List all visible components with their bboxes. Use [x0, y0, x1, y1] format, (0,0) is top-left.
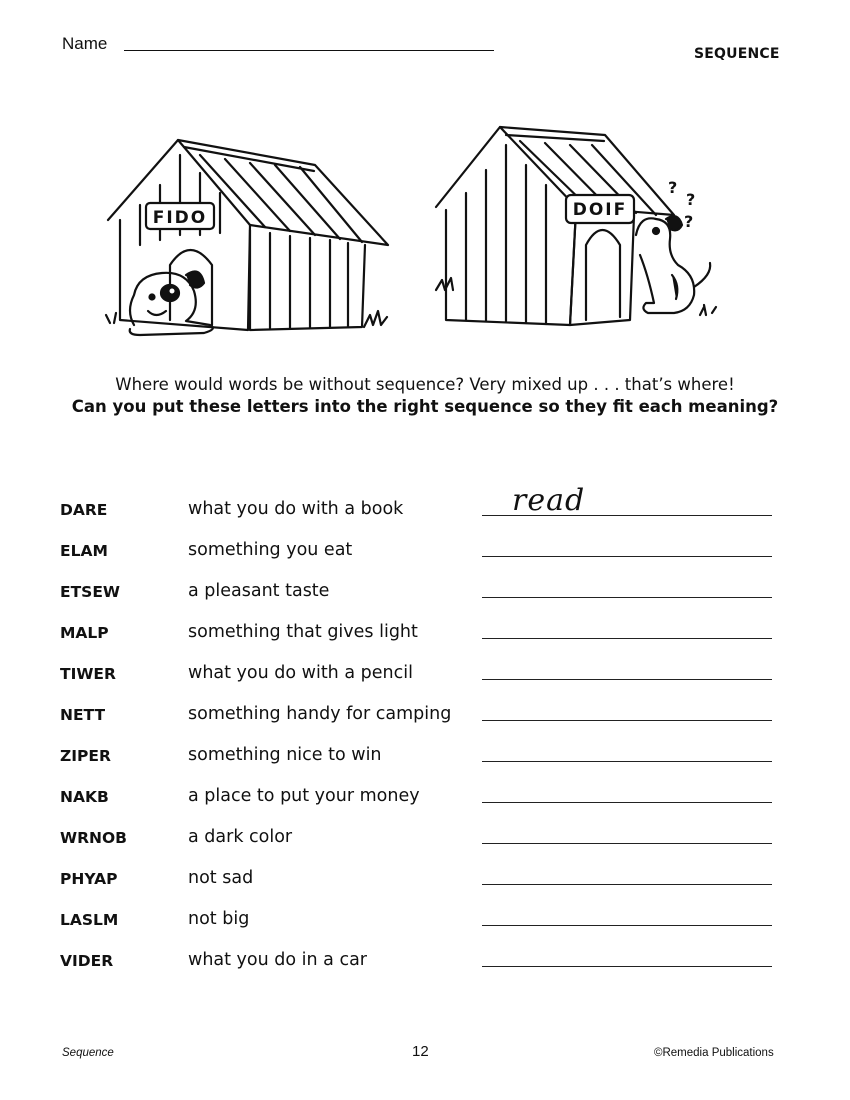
name-label: Name: [62, 34, 108, 53]
page-number: 12: [412, 1043, 429, 1060]
intro-line-1: Where would words be without sequence? Very mixed up . . . that’s where!: [115, 375, 735, 394]
scrambled-word: MALP: [60, 624, 109, 642]
clue-text: not sad: [188, 868, 254, 888]
answer-line[interactable]: [482, 720, 772, 721]
instructions: [40, 374, 810, 418]
list-item: [60, 866, 780, 907]
answer-line[interactable]: [482, 802, 772, 803]
list-item: [60, 483, 780, 538]
list-item: [60, 825, 780, 866]
doghouse-illustration: [100, 115, 740, 355]
answer-line[interactable]: [482, 843, 772, 844]
answer-line[interactable]: [482, 761, 772, 762]
right-sign-text: DOIF: [572, 200, 628, 220]
scrambled-word: LASLM: [60, 911, 119, 929]
question-mark-2: ?: [686, 190, 696, 209]
answer-line[interactable]: [482, 925, 772, 926]
scrambled-word: ZIPER: [60, 747, 111, 765]
clue-text: what you do with a book: [188, 499, 404, 519]
answer-line[interactable]: [482, 638, 772, 639]
word-list: [60, 483, 780, 989]
clue-text: something nice to win: [188, 745, 382, 765]
scrambled-word: ELAM: [60, 542, 108, 560]
list-item: [60, 620, 780, 661]
clue-text: something that gives light: [188, 622, 418, 642]
list-item: [60, 743, 780, 784]
clue-text: a pleasant taste: [188, 581, 330, 601]
scrambled-word: DARE: [60, 501, 108, 519]
answer-line[interactable]: [482, 966, 772, 967]
right-doghouse: [436, 127, 716, 325]
clue-text: a place to put your money: [188, 786, 420, 806]
answer-line[interactable]: [482, 556, 772, 557]
list-item: [60, 948, 780, 989]
list-item: [60, 907, 780, 948]
scrambled-word: TIWER: [60, 665, 116, 683]
clue-text: what you do with a pencil: [188, 663, 413, 683]
list-item: [60, 702, 780, 743]
question-mark-3: ?: [684, 212, 694, 231]
left-sign-text: FIDO: [152, 208, 208, 228]
clue-text: something you eat: [188, 540, 353, 560]
scrambled-word: NETT: [60, 706, 106, 724]
list-item: [60, 579, 780, 620]
answer-line[interactable]: [482, 679, 772, 680]
section-title: SEQUENCE: [694, 46, 780, 62]
clue-text: not big: [188, 909, 250, 929]
footer-title: Sequence: [62, 1047, 114, 1059]
list-item: [60, 661, 780, 702]
publisher-credit: ©Remedia Publications: [654, 1047, 774, 1059]
scrambled-word: ETSEW: [60, 583, 121, 601]
scrambled-word: PHYAP: [60, 870, 118, 888]
right-dog: [636, 216, 710, 313]
scrambled-word: NAKB: [60, 788, 109, 806]
handwritten-answer: read: [512, 483, 586, 518]
list-item: [60, 784, 780, 825]
clue-text: a dark color: [188, 827, 293, 847]
intro-line-2: Can you put these letters into the right sequence so they fit each meaning?: [71, 397, 779, 416]
name-line[interactable]: [124, 50, 494, 51]
scrambled-word: WRNOB: [60, 829, 127, 847]
clue-text: something handy for camping: [188, 704, 452, 724]
scrambled-word: VIDER: [60, 952, 114, 970]
left-doghouse: [106, 140, 388, 335]
list-item: [60, 538, 780, 579]
question-mark-1: ?: [668, 178, 678, 197]
answer-line[interactable]: [482, 597, 772, 598]
clue-text: what you do in a car: [188, 950, 367, 970]
answer-line[interactable]: [482, 884, 772, 885]
